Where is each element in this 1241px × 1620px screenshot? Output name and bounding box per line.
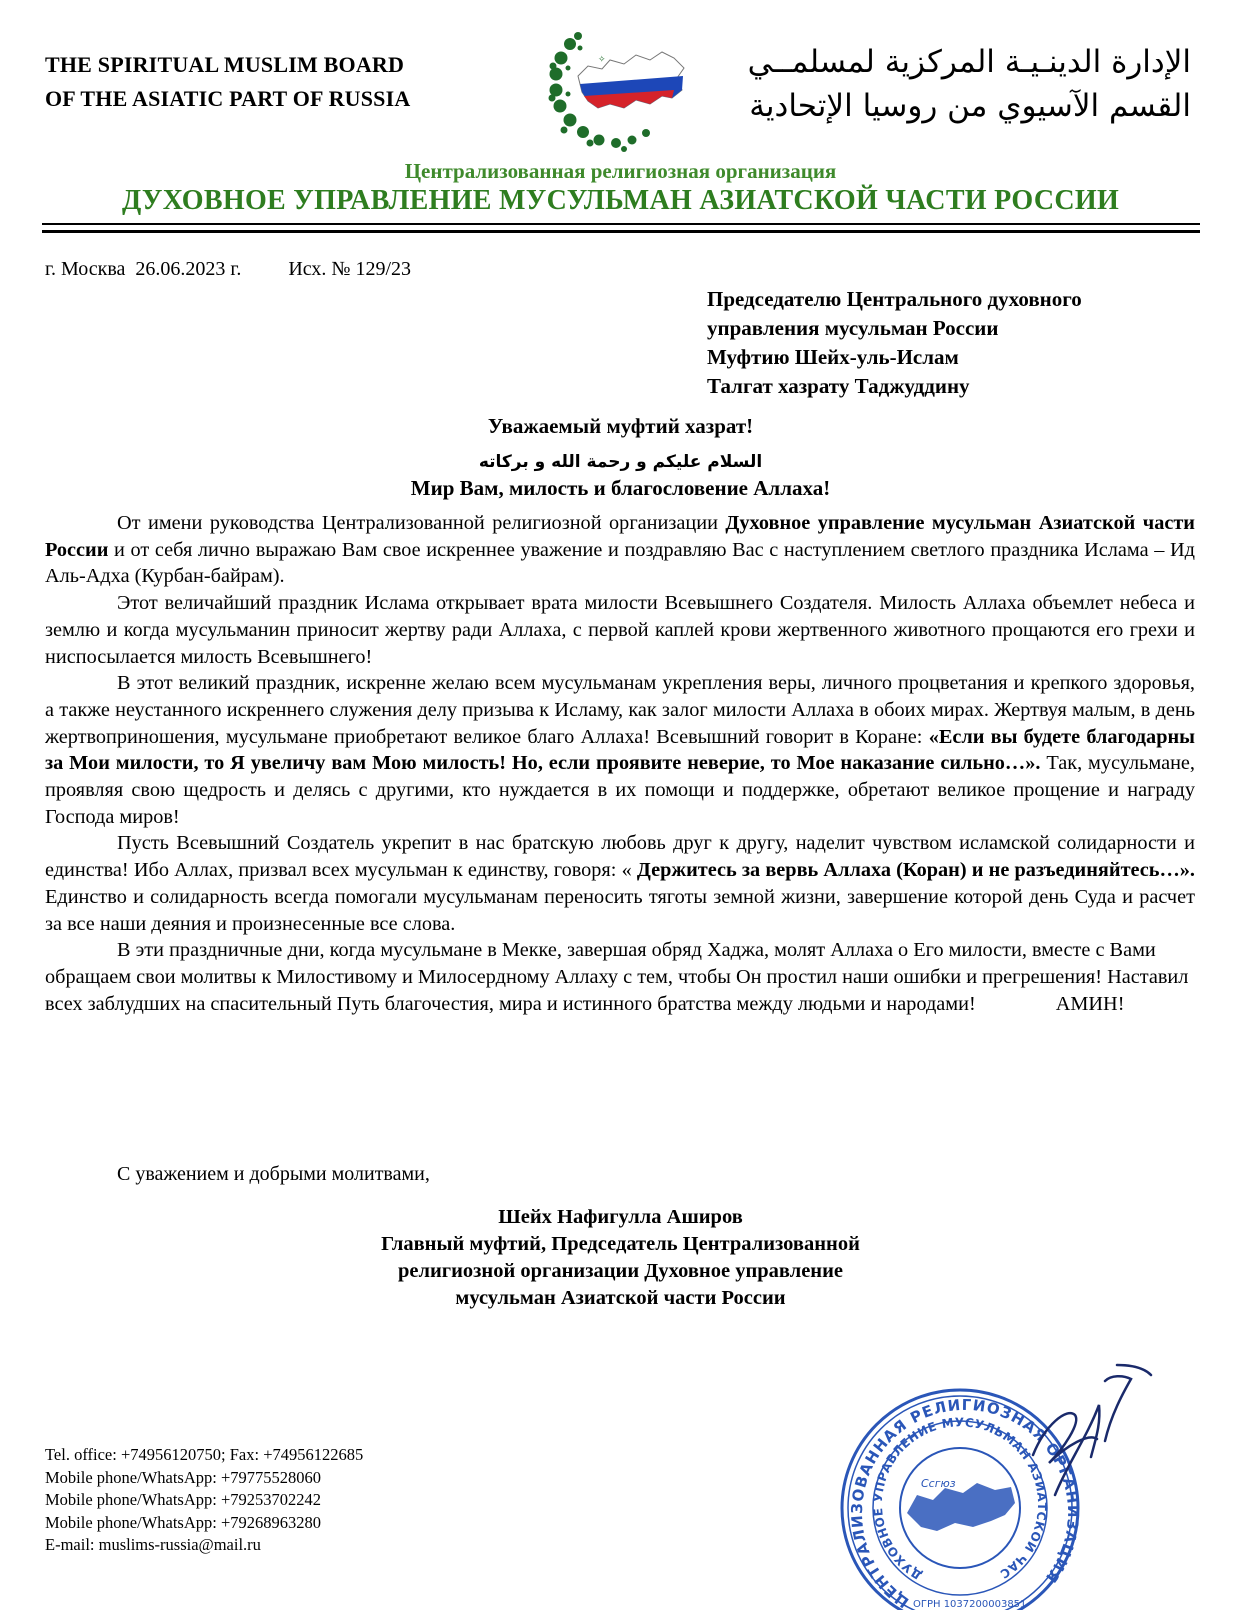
stamp-outer-text: ЦЕНТРАЛИЗОВАННАЯ РЕЛИГИОЗНАЯ ОРГАНИЗАЦИЯ	[847, 1395, 1083, 1610]
recipient-line: Председателю Центрального духовного	[707, 287, 1082, 311]
mobile-phone: Mobile phone/WhatsApp: +79253702242	[45, 1490, 322, 1509]
signature-block	[0, 1204, 1241, 1312]
arabic-greeting: السلام عليكم و رحمة الله و بركاته	[478, 452, 763, 472]
closing: С уважением и добрыми молитвами,	[117, 1163, 430, 1185]
email: E-mail: muslims-russia@mail.ru	[45, 1535, 261, 1554]
salutation: Уважаемый муфтий хазрат!	[487, 414, 754, 438]
signer-name: Шейх Нафигулла Аширов	[498, 1206, 743, 1228]
paragraph: В этот великий праздник, искренне желаю всем мусульманам укрепления веры, личного процветания и крепкого здоровья, а также неустанного искреннего служения делу призыва к Исламу, как залог милости Аллаха в обоих мирах. Жертвуя малым, в день жертвоприношения, мусульмане приобретают великое благо Аллаха! Всевышний говорит в Коране: «Если вы будете благодарны за Мои милости, то Я увеличу вам Мою милость! Но, если проявите неверие, то Мое наказание сильно…». Так, мусульмане, проявляя свою щедрость и делясь с другими, кто нуждается в их помощи и поддержке, обретают великое прощение и награду Господа миров!	[45, 672, 1195, 828]
quran-quote: «Если вы будете благодарны за Мои милости, то Я увеличу вам Мою милость! Но, если проявите неверие, то Мое наказание сильно…».	[45, 725, 1195, 775]
header-arabic	[748, 40, 1191, 128]
recipient-block	[707, 285, 1082, 401]
mobile-phone: Mobile phone/WhatsApp: +79268963280	[45, 1512, 322, 1532]
svg-text:Ссгюз: Ссгюз	[921, 1477, 956, 1490]
recipient-line: Талгат хазрату Таджуддину	[707, 374, 970, 398]
paragraph: От имени руководства Централизованной религиозной организации Духовное управление мусульман Азиатской части России и от себя лично выражаю Вам свое искреннее уважение и поздравляю Вас с наступлением светлого праздника Ислама – Ид Аль-Адха (Курбан-байрам).	[45, 512, 1195, 588]
official-stamp	[805, 1345, 1195, 1610]
letter-body	[45, 510, 1195, 1017]
header-divider-thick	[42, 230, 1200, 233]
header-english-line1: THE SPIRITUAL MUSLIM BOARD	[45, 52, 405, 77]
paragraph: Пусть Всевышний Создатель укрепит в нас братскую любовь друг к другу, наделит чувством исламской солидарности и единства! Ибо Аллах, призвал всех мусульман к единству, говоря: « Держитесь за вервь Аллаха (Коран) и не разъединяйтесь…». Единство и солидарность всегда помогали мусульманам переносить тяготы земной жизни, завершение которой день Суда и расчет за все наши деяния и произнесенные все слова.	[45, 832, 1195, 935]
recipient-line: управления мусульман России	[707, 316, 999, 340]
header-divider	[42, 223, 1200, 225]
signer-title: религиозной организации Духовное управление	[397, 1260, 844, 1282]
svg-text:✧: ✧	[598, 55, 606, 65]
org-title: ДУХОВНОЕ УПРАВЛЕНИЕ МУСУЛЬМАН АЗИАТСКОЙ ЧАСТИ РОССИИ	[121, 185, 1120, 216]
reference-number: Исх. № 129/23	[288, 258, 412, 280]
office-phone: Tel. office: +74956120750; Fax: +74956122685	[45, 1445, 364, 1464]
handwritten-signature	[1033, 1365, 1151, 1495]
stamp-ogrn: ОГРН 1037200003851	[913, 1599, 1027, 1610]
signer-title: Главный муфтий, Председатель Централизованной	[381, 1233, 860, 1255]
signer-title: мусульман Азиатской части России	[455, 1287, 786, 1309]
paragraph: В эти праздничные дни, когда мусульмане в Мекке, завершая обряд Хаджа, молят Аллаха о Его милости, вместе с Вами обращаем свои молитвы к Милостивому и Милосердному Аллаху с тем, чтобы Он простил наши ошибки и прегрешения! Наставил всех заблудших на спасительный Путь благочестия, мира и истинного братства между людьми и народами! АМИН!	[45, 939, 1189, 1015]
mobile-phone: Mobile phone/WhatsApp: +79775528060	[45, 1467, 322, 1487]
letter-meta	[45, 258, 411, 281]
place-date: г. Москва 26.06.2023 г.	[45, 258, 242, 280]
svg-text:ДУХОВНОЕ УПРАВЛЕНИЕ МУСУЛЬМАН	[805, 1345, 1049, 1583]
paragraph: Этот величайший праздник Ислама открывает врата милости Всевышнего Создателя. Милость Аллаха объемлет небеса и землю и когда мусульманин приносит жертву ради Аллаха, с первой каплей крови жертвенного животного прощаются его грехи и ниспосылается милость Всевышнего!	[45, 592, 1195, 668]
recipient-line: Муфтию Шейх-уль-Ислам	[707, 345, 959, 369]
header-arabic-line1: الإدارة الدينـيـة المركزية لمسلمــي	[747, 44, 1191, 80]
header-english-line2: OF THE ASIATIC PART OF RUSSIA	[45, 86, 411, 111]
quran-quote: Держитесь за вервь Аллаха (Коран) и не разъединяйтесь…».	[636, 859, 1195, 882]
stamp-inner-text: ДУХОВНОЕ УПРАВЛЕНИЕ МУСУЛЬМАН АЗИАТСКОЙ ЧАС	[870, 1415, 1050, 1583]
organization-logo	[544, 22, 694, 152]
contacts	[45, 1444, 363, 1557]
amen: АМИН!	[1055, 992, 1125, 1015]
header-arabic-line2: القسم الآسيوي من روسيا الإتحادية	[749, 88, 1191, 124]
header-english	[45, 48, 410, 116]
org-subtitle: Централизованная религиозная организация	[404, 159, 837, 183]
blessing: Мир Вам, милость и благословение Аллаха!	[410, 476, 831, 500]
